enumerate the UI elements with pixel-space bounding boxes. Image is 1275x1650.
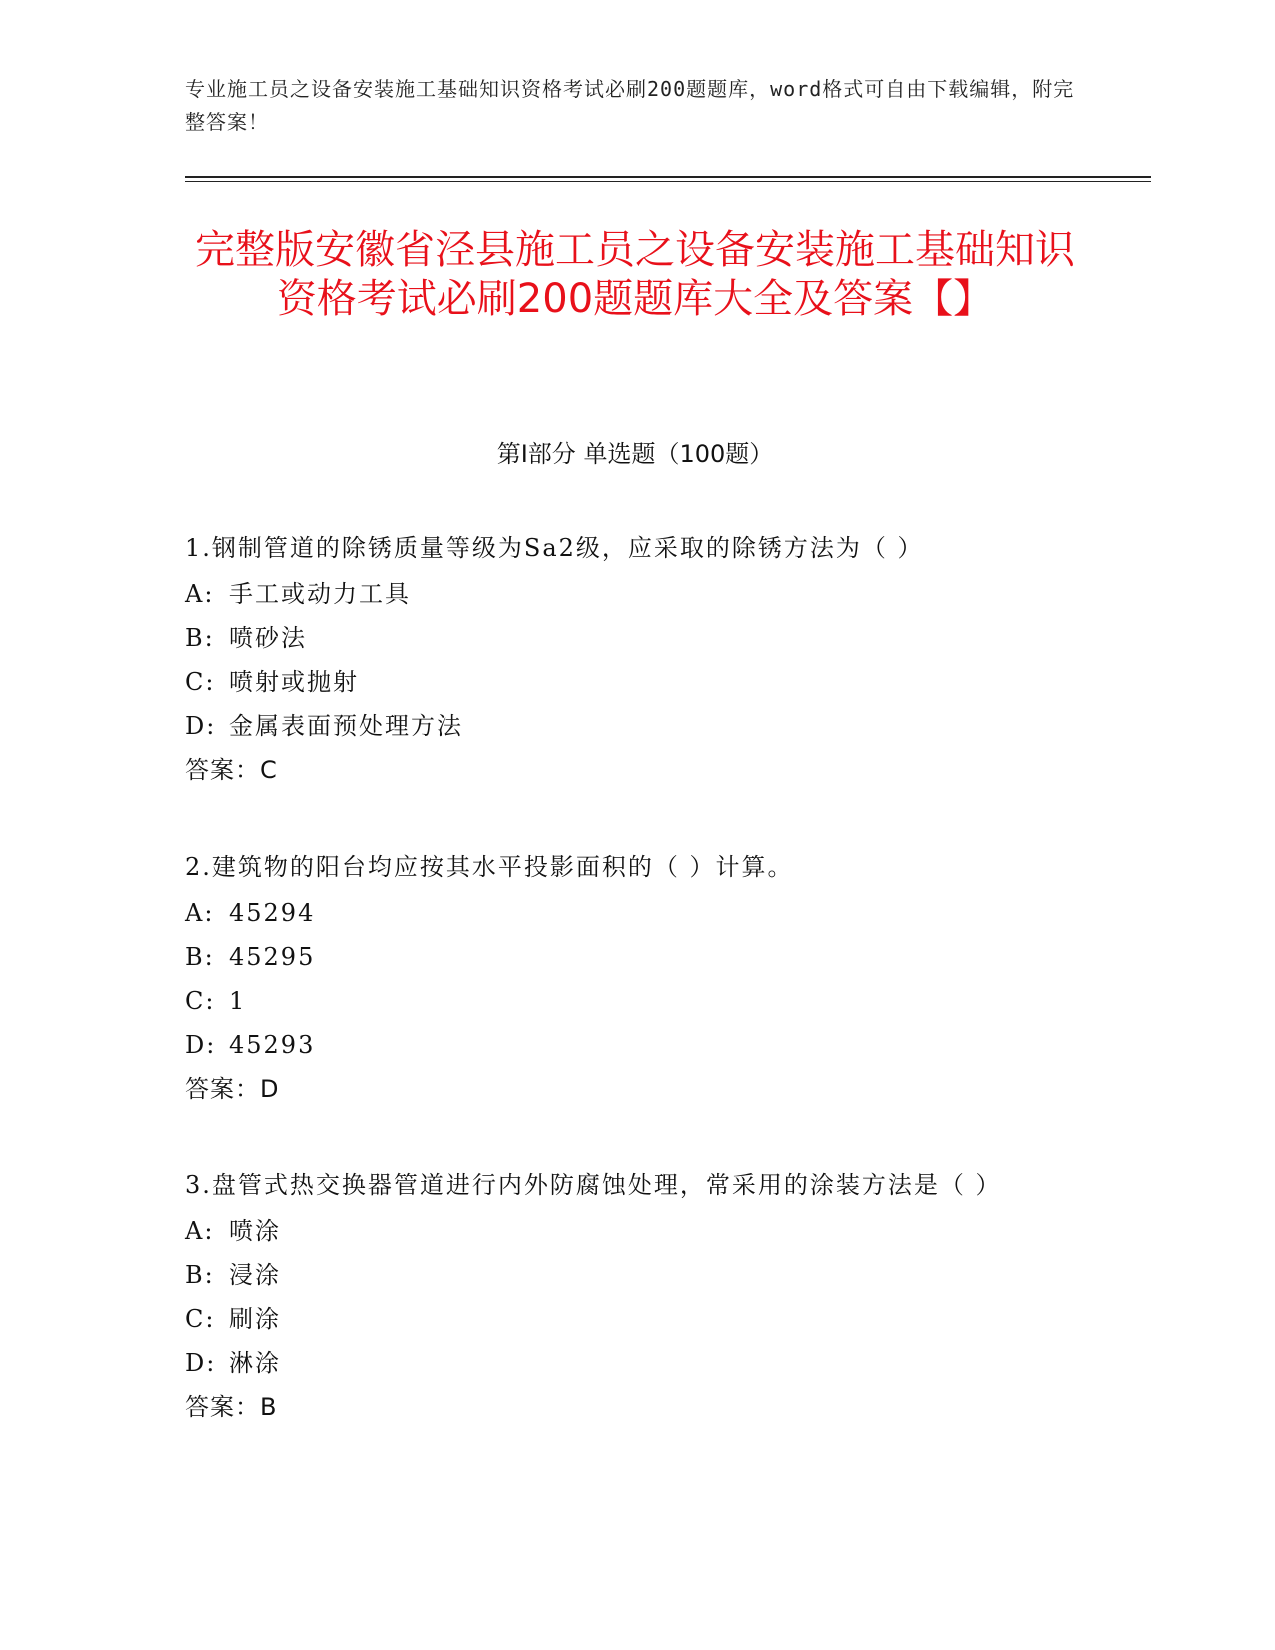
option-text: 喷砂法 — [229, 624, 307, 652]
question-stem: 1.钢制管道的除锈质量等级为Sa2级，应采取的除锈方法为（ ） — [185, 534, 924, 562]
question-3 — [185, 1164, 1065, 1429]
option-text: 刷涂 — [229, 1305, 281, 1333]
option-c — [185, 1297, 1065, 1341]
option-text: 45294 — [229, 899, 316, 927]
answer-prefix: 答案： — [185, 756, 260, 784]
header-rule-thin — [185, 181, 1151, 182]
option-b — [185, 935, 1065, 979]
option-label: C: — [185, 987, 216, 1015]
option-text: 喷射或抛射 — [229, 668, 359, 696]
section-heading: 第Ⅰ部分 单选题（100题） — [496, 440, 774, 468]
answer-prefix: 答案： — [185, 1393, 260, 1421]
option-text: 手工或动力工具 — [229, 580, 411, 608]
option-text: 1 — [229, 987, 247, 1015]
answer-line — [185, 748, 1065, 792]
option-text: 淋涂 — [229, 1349, 281, 1377]
option-label: A: — [185, 580, 215, 608]
option-text: 45295 — [229, 943, 316, 971]
question-stem: 3.盘管式热交换器管道进行内外防腐蚀处理，常采用的涂装方法是（ ） — [185, 1171, 1002, 1199]
header-note: 专业施工员之设备安装施工基础知识资格考试必刷200题题库，word格式可自由下载编辑，附完整答案！ — [185, 77, 1075, 134]
option-label: A: — [185, 1217, 215, 1245]
option-c — [185, 660, 1065, 704]
question-2 — [185, 846, 1065, 1111]
option-label: D: — [185, 1031, 217, 1059]
option-d — [185, 1023, 1065, 1067]
answer-line — [185, 1067, 1065, 1111]
option-label: B: — [185, 624, 215, 652]
option-a — [185, 891, 1065, 935]
header-rule-thick — [185, 176, 1151, 178]
option-text: 45293 — [229, 1031, 316, 1059]
option-label: B: — [185, 1261, 215, 1289]
option-a — [185, 1209, 1065, 1253]
option-label: C: — [185, 1305, 216, 1333]
option-text: 金属表面预处理方法 — [229, 712, 463, 740]
question-stem: 2.建筑物的阳台均应按其水平投影面积的（ ）计算。 — [185, 853, 794, 881]
option-b — [185, 616, 1065, 660]
option-d — [185, 704, 1065, 748]
option-label: B: — [185, 943, 215, 971]
answer-value: D — [260, 1075, 280, 1103]
option-label: D: — [185, 712, 217, 740]
option-label: D: — [185, 1349, 217, 1377]
option-a — [185, 572, 1065, 616]
question-1 — [185, 527, 1065, 792]
option-d — [185, 1341, 1065, 1385]
option-c — [185, 979, 1065, 1023]
option-text: 喷涂 — [229, 1217, 281, 1245]
option-label: A: — [185, 899, 215, 927]
answer-line — [185, 1385, 1065, 1429]
answer-prefix: 答案： — [185, 1075, 260, 1103]
document-title: 完整版安徽省泾县施工员之设备安装施工基础知识资格考试必刷200题题库大全及答案【】 — [195, 227, 1075, 322]
option-label: C: — [185, 668, 216, 696]
answer-value: B — [260, 1393, 278, 1421]
option-b — [185, 1253, 1065, 1297]
option-text: 浸涂 — [229, 1261, 281, 1289]
answer-value: C — [260, 756, 278, 784]
